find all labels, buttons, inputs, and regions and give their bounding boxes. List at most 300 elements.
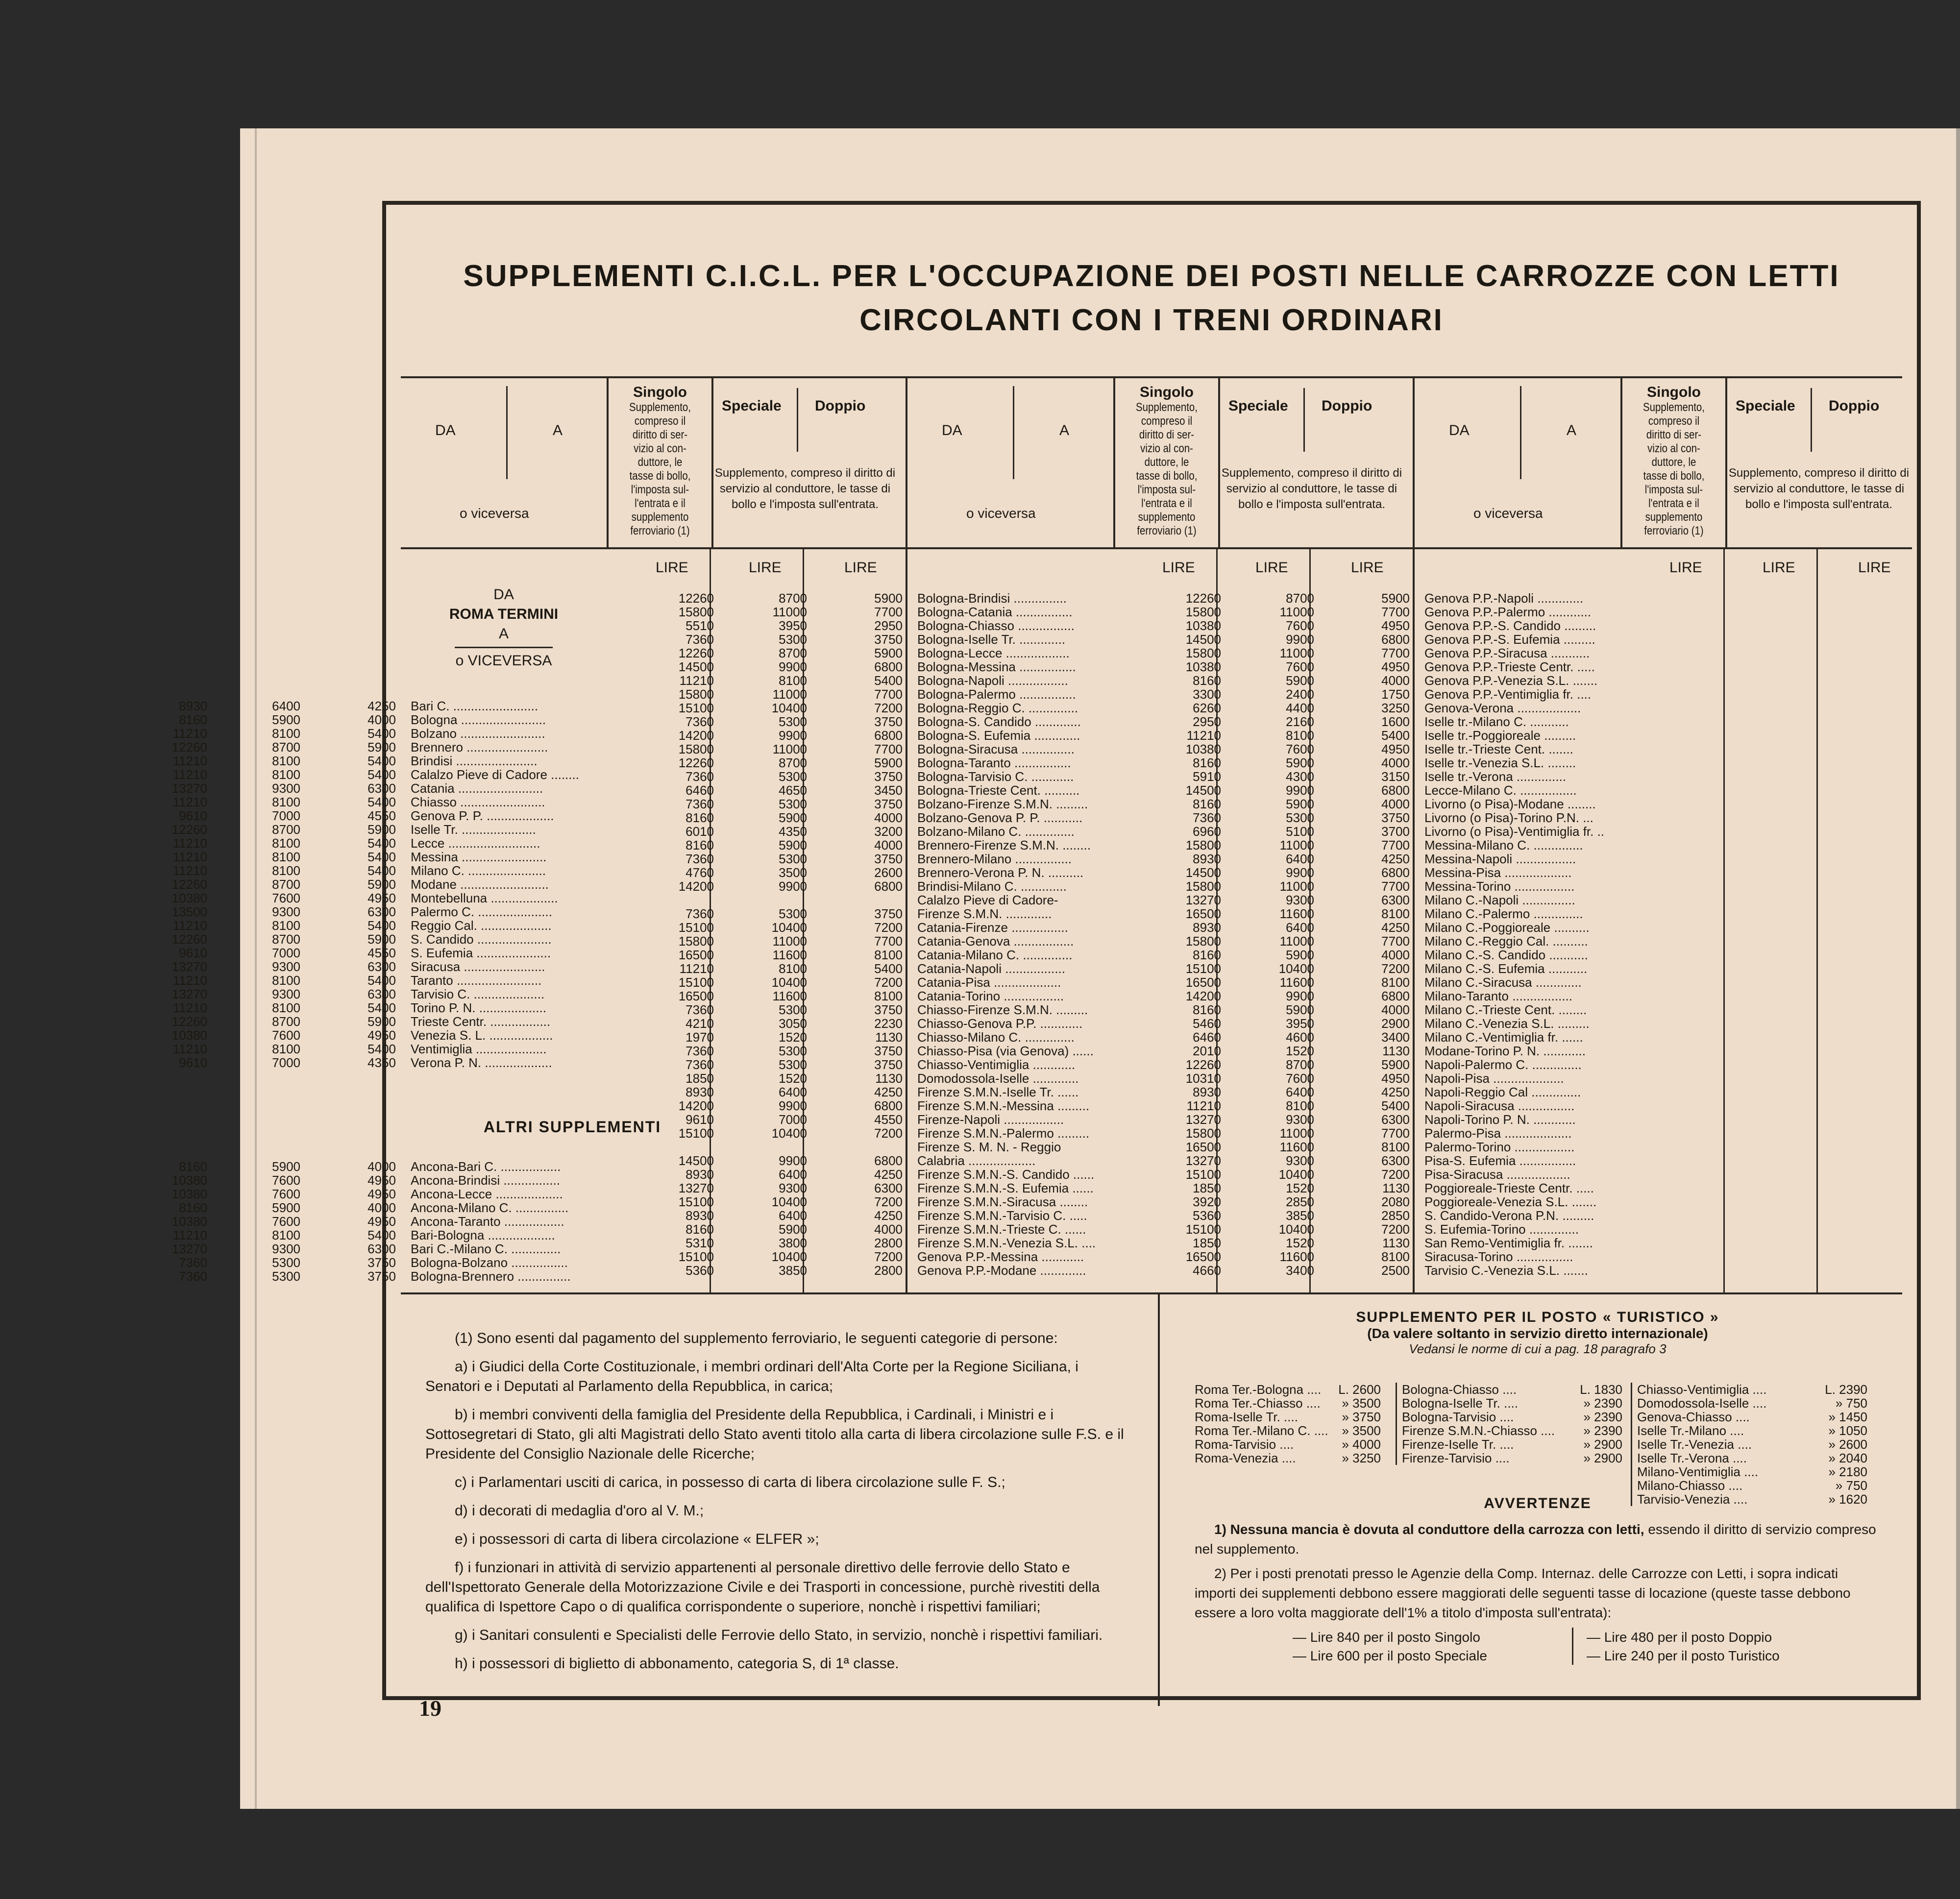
price-singolo: 7360 bbox=[1193, 810, 1221, 825]
price-doppio: 4950 bbox=[1381, 659, 1410, 674]
route-name: Tarvisio C. .................... bbox=[411, 987, 545, 1001]
price-singolo: 15100 bbox=[1185, 1167, 1221, 1182]
turistico-subtitle: (Da valere soltanto in servizio diretto internazionale) bbox=[1367, 1326, 1708, 1341]
price-doppio: 5400 bbox=[874, 673, 903, 688]
price-speciale: 1520 bbox=[779, 1030, 807, 1045]
route-name: Catania-Napoli ................. bbox=[917, 961, 1066, 976]
column-header bbox=[401, 378, 906, 549]
tasse-list bbox=[1195, 1628, 1881, 1667]
price-singolo: 7360 bbox=[179, 1255, 207, 1270]
route-name: Genova P.P.-Trieste Centr. ..... bbox=[1424, 659, 1595, 674]
turistico-title: SUPPLEMENTO PER IL POSTO « TURISTICO » bbox=[1356, 1309, 1719, 1325]
route-name: Iselle Tr. ..................... bbox=[411, 822, 536, 837]
price-doppio: 8100 bbox=[874, 948, 903, 962]
route-name: Bolzano ........................ bbox=[411, 726, 545, 741]
price-singolo: 13270 bbox=[678, 1181, 714, 1195]
price-doppio: 4250 bbox=[874, 1167, 903, 1182]
turistico-row bbox=[1637, 1479, 1867, 1492]
price-speciale: 5900 bbox=[272, 1200, 300, 1215]
route-name: Messina-Pisa ................... bbox=[1424, 865, 1572, 880]
price-doppio: 4250 bbox=[368, 699, 396, 713]
price-singolo: 2010 bbox=[1193, 1044, 1221, 1058]
turistico-route: Milano-Ventimiglia .... bbox=[1637, 1464, 1759, 1479]
price-singolo: 1850 bbox=[1193, 1236, 1221, 1250]
price-singolo: 14200 bbox=[1185, 989, 1221, 1003]
price-speciale: 5900 bbox=[1286, 797, 1314, 811]
tassa-doppio: — Lire 480 per il posto Doppio bbox=[1587, 1630, 1772, 1645]
route-name: Genova P.P.-Ventimiglia fr. .... bbox=[1424, 687, 1592, 702]
route-name: Calalzo Pieve di Cadore- bbox=[917, 893, 1058, 907]
header-singolo-label: Singolo bbox=[1647, 384, 1701, 400]
price-singolo: 10380 bbox=[172, 1214, 207, 1229]
route-name: Bologna-Napoli ................. bbox=[917, 673, 1068, 688]
price-doppio: 2800 bbox=[874, 1236, 903, 1250]
route-name: Bologna-Bolzano ................ bbox=[411, 1255, 568, 1270]
price-singolo: 13270 bbox=[1185, 893, 1221, 907]
turistico-row bbox=[1637, 1383, 1867, 1396]
route-name: Modane ......................... bbox=[411, 877, 549, 892]
price-doppio: 5400 bbox=[368, 1042, 396, 1056]
turistico-row bbox=[1195, 1424, 1381, 1437]
price-speciale: 5300 bbox=[272, 1269, 300, 1284]
price-singolo: 6960 bbox=[1193, 824, 1221, 839]
price-speciale: 9300 bbox=[272, 1242, 300, 1256]
price-speciale: 8100 bbox=[272, 850, 300, 864]
price-singolo: 7360 bbox=[686, 852, 714, 866]
price-doppio: 5900 bbox=[368, 740, 396, 755]
price-doppio: 5900 bbox=[368, 822, 396, 837]
turistico-row bbox=[1402, 1383, 1622, 1396]
price-singolo: 8930 bbox=[686, 1085, 714, 1099]
header-singolo-note: l'entrata e il bbox=[1648, 497, 1699, 510]
price-doppio: 3750 bbox=[874, 714, 903, 729]
price-speciale: 7600 bbox=[1286, 659, 1314, 674]
price-singolo: 7360 bbox=[686, 797, 714, 811]
price-doppio: 5400 bbox=[368, 767, 396, 782]
route-name: Bolzano-Milano C. .............. bbox=[917, 824, 1075, 839]
price-speciale: 10400 bbox=[771, 1249, 807, 1264]
route-name: S. Eufemia ..................... bbox=[411, 946, 551, 960]
header-singolo-note: l'imposta sul- bbox=[1644, 483, 1703, 496]
price-singolo: 10380 bbox=[172, 1028, 207, 1043]
price-singolo: 1850 bbox=[1193, 1181, 1221, 1195]
route-name: Chiasso-Pisa (via Genova) ...... bbox=[917, 1044, 1094, 1058]
lire-label: LIRE bbox=[749, 560, 782, 576]
price-speciale: 10400 bbox=[771, 920, 807, 935]
route-name: Firenze S.M.N. ............. bbox=[917, 906, 1052, 921]
tariff-grid bbox=[172, 376, 1910, 1294]
price-speciale: 5900 bbox=[779, 1222, 807, 1237]
price-singolo: 16500 bbox=[678, 948, 714, 962]
header-singolo-label: Singolo bbox=[633, 384, 687, 400]
price-singolo: 11210 bbox=[172, 973, 207, 988]
route-name: Siracusa-Torino ................ bbox=[1424, 1249, 1573, 1264]
price-doppio: 3750 bbox=[1381, 810, 1410, 825]
header-da: DA bbox=[435, 422, 456, 438]
price-doppio: 4000 bbox=[1381, 755, 1410, 770]
price-speciale: 8100 bbox=[779, 673, 807, 688]
price-doppio: 6800 bbox=[874, 1153, 903, 1168]
route-name: Bologna-S. Eufemia ............. bbox=[917, 728, 1080, 743]
price-singolo: 7360 bbox=[686, 1044, 714, 1058]
price-speciale: 3400 bbox=[1286, 1263, 1314, 1278]
turistico-route: Tarvisio-Venezia .... bbox=[1637, 1492, 1748, 1507]
price-singolo: 13270 bbox=[1185, 1112, 1221, 1127]
price-speciale: 2160 bbox=[1286, 714, 1314, 729]
turistico-price: L. 1830 bbox=[1580, 1382, 1622, 1397]
column-roma bbox=[172, 378, 906, 1294]
price-doppio: 6300 bbox=[874, 1181, 903, 1195]
price-doppio: 4250 bbox=[1381, 1085, 1410, 1099]
price-singolo: 15100 bbox=[1185, 961, 1221, 976]
sub-viceversa: o VICEVERSA bbox=[455, 653, 552, 669]
price-speciale: 10400 bbox=[771, 1126, 807, 1141]
route-name: Chiasso-Ventimiglia ............ bbox=[917, 1057, 1076, 1072]
note-8: h) i possessori di biglietto di abbonamento, categoria S, di 1ª classe. bbox=[455, 1656, 899, 1672]
turistico-price: » 3500 bbox=[1342, 1423, 1381, 1438]
price-singolo: 14500 bbox=[1185, 783, 1221, 798]
price-singolo: 11210 bbox=[172, 918, 207, 933]
price-doppio: 1130 bbox=[1382, 1181, 1410, 1195]
price-doppio: 3700 bbox=[1381, 824, 1410, 839]
price-singolo: 15800 bbox=[1185, 646, 1221, 660]
price-speciale: 10400 bbox=[771, 975, 807, 990]
price-doppio: 6800 bbox=[874, 728, 903, 743]
route-name: Messina-Milano C. .............. bbox=[1424, 838, 1583, 852]
price-singolo: 15100 bbox=[678, 1249, 714, 1264]
route-name: Milano C.-Reggio Cal. .......... bbox=[1424, 934, 1588, 949]
avvertenze-title: AVVERTENZE bbox=[1484, 1495, 1592, 1511]
price-doppio: 3750 bbox=[874, 797, 903, 811]
avvertenza-1-bold: 1) Nessuna mancia è dovuta al conduttore della carrozza con letti, bbox=[1214, 1522, 1644, 1537]
route-name: Catania-Pisa ................... bbox=[917, 975, 1061, 990]
turistico-price: » 2900 bbox=[1583, 1437, 1622, 1452]
header-a: A bbox=[553, 422, 563, 438]
price-doppio: 7200 bbox=[874, 701, 903, 715]
price-singolo: 11210 bbox=[172, 754, 207, 768]
header-a: A bbox=[1567, 422, 1577, 438]
price-speciale: 1520 bbox=[1286, 1236, 1314, 1250]
price-singolo: 8160 bbox=[1193, 755, 1221, 770]
turistico-route: Firenze S.M.N.-Chiasso .... bbox=[1402, 1423, 1555, 1438]
route-name: Firenze S. M. N. - Reggio bbox=[917, 1140, 1061, 1154]
price-speciale: 5300 bbox=[779, 632, 807, 647]
route-name: Bologna-Brennero ............... bbox=[411, 1269, 571, 1284]
route-name: Bologna-Catania ................ bbox=[917, 605, 1073, 619]
price-doppio: 3750 bbox=[368, 1255, 396, 1270]
header-singolo bbox=[1113, 378, 1220, 547]
lire-label: LIRE bbox=[1162, 560, 1195, 576]
header-doppio: Doppio bbox=[1322, 398, 1372, 414]
price-doppio: 4950 bbox=[368, 1187, 396, 1201]
route-name: Bologna ........................ bbox=[411, 712, 546, 727]
route-name: Brindisi ....................... bbox=[411, 754, 538, 768]
price-singolo: 13270 bbox=[172, 987, 207, 1001]
price-speciale: 1520 bbox=[1286, 1044, 1314, 1058]
price-singolo: 12260 bbox=[172, 877, 207, 892]
price-doppio: 5900 bbox=[874, 755, 903, 770]
price-singolo: 4760 bbox=[686, 865, 714, 880]
price-speciale: 9900 bbox=[779, 659, 807, 674]
header-singolo-note: diritto di ser- bbox=[1646, 428, 1702, 441]
header-singolo-note: ferroviario (1) bbox=[1137, 524, 1197, 537]
price-singolo: 5310 bbox=[686, 1236, 714, 1250]
price-speciale: 11000 bbox=[1279, 934, 1314, 949]
note-5: e) i possessori di carta di libera circolazione « ELFER »; bbox=[455, 1531, 819, 1547]
turistico-price: » 750 bbox=[1835, 1478, 1867, 1493]
price-singolo: 14500 bbox=[1185, 632, 1221, 647]
price-singolo: 15100 bbox=[678, 1194, 714, 1209]
price-speciale: 7600 bbox=[1286, 618, 1314, 633]
price-singolo: 4660 bbox=[1193, 1263, 1221, 1278]
route-name: Taranto ........................ bbox=[411, 973, 542, 988]
price-doppio: 4000 bbox=[1381, 948, 1410, 962]
price-singolo: 14500 bbox=[678, 659, 714, 674]
price-singolo: 13270 bbox=[172, 781, 207, 796]
header-singolo-note: ferroviario (1) bbox=[1644, 524, 1704, 537]
price-doppio: 2500 bbox=[1381, 1263, 1410, 1278]
route-name: Bologna-Siracusa ............... bbox=[917, 742, 1075, 756]
turistico-row bbox=[1195, 1410, 1381, 1424]
price-speciale: 8100 bbox=[272, 973, 300, 988]
value-column-rule bbox=[1723, 547, 1725, 1294]
price-singolo: 1850 bbox=[686, 1071, 714, 1086]
route-name: Napoli-Pisa .................... bbox=[1424, 1071, 1564, 1086]
route-name: Catania-Milano C. .............. bbox=[917, 948, 1073, 962]
price-speciale: 9300 bbox=[272, 959, 300, 974]
price-doppio: 1130 bbox=[1382, 1044, 1410, 1058]
price-singolo: 16500 bbox=[1185, 975, 1221, 990]
header-singolo-note: l'entrata e il bbox=[635, 497, 686, 510]
route-name: Verona P. N. ................... bbox=[411, 1055, 552, 1070]
price-speciale: 10400 bbox=[1278, 1167, 1314, 1182]
price-speciale: 1520 bbox=[1286, 1181, 1314, 1195]
route-name: Modane-Torino P. N. ............ bbox=[1424, 1044, 1586, 1058]
header-singolo-note: ferroviario (1) bbox=[630, 524, 690, 537]
price-singolo: 12260 bbox=[1185, 1057, 1221, 1072]
price-speciale: 7600 bbox=[1286, 1071, 1314, 1086]
route-name: Milano C. ...................... bbox=[411, 863, 546, 878]
footer-section bbox=[401, 1292, 1902, 1706]
price-singolo: 14200 bbox=[678, 879, 714, 894]
price-speciale: 3850 bbox=[1286, 1208, 1314, 1223]
price-speciale: 9300 bbox=[272, 904, 300, 919]
price-doppio: 6300 bbox=[1381, 1153, 1410, 1168]
header-singolo-note: duttore, le bbox=[1651, 456, 1696, 469]
price-speciale: 7000 bbox=[272, 946, 300, 960]
price-speciale: 11600 bbox=[772, 989, 807, 1003]
header-da: DA bbox=[942, 422, 962, 438]
price-doppio: 7700 bbox=[874, 605, 903, 619]
header-da-a-divider bbox=[1520, 386, 1521, 479]
header-singolo bbox=[1620, 378, 1727, 547]
price-speciale: 7600 bbox=[272, 891, 300, 905]
price-speciale: 8100 bbox=[779, 961, 807, 976]
turistico-route: Domodossola-Iselle .... bbox=[1637, 1396, 1767, 1411]
route-name: Genova-Verona .................. bbox=[1424, 701, 1581, 715]
turistico-row bbox=[1195, 1451, 1381, 1465]
price-singolo: 8930 bbox=[686, 1167, 714, 1182]
price-singolo: 8930 bbox=[179, 699, 207, 713]
price-singolo: 10380 bbox=[1185, 618, 1221, 633]
price-speciale: 8100 bbox=[272, 918, 300, 933]
price-singolo: 8160 bbox=[179, 1200, 207, 1215]
price-doppio: 7700 bbox=[1381, 838, 1410, 852]
header-da-a-divider bbox=[506, 386, 508, 479]
route-name: Firenze S.M.N.-Palermo ......... bbox=[917, 1126, 1090, 1141]
price-doppio: 3750 bbox=[874, 906, 903, 921]
price-speciale: 11600 bbox=[1279, 906, 1314, 921]
price-singolo: 12260 bbox=[678, 755, 714, 770]
route-name: Ancona-Lecce ................... bbox=[411, 1187, 563, 1201]
price-speciale: 6400 bbox=[1286, 852, 1314, 866]
route-name: Bolzano-Firenze S.M.N. ......... bbox=[917, 797, 1088, 811]
price-speciale: 2400 bbox=[1286, 687, 1314, 702]
price-doppio: 7700 bbox=[1381, 934, 1410, 949]
route-name: Domodossola-Iselle ............. bbox=[917, 1071, 1079, 1086]
route-name: Lecce-Milano C. ................ bbox=[1424, 783, 1577, 798]
price-speciale: 6400 bbox=[779, 1167, 807, 1182]
sub-station: ROMA TERMINI bbox=[449, 606, 559, 622]
price-doppio: 4950 bbox=[1381, 618, 1410, 633]
turistico-route: Genova-Chiasso .... bbox=[1637, 1410, 1750, 1424]
price-doppio: 2850 bbox=[1381, 1208, 1410, 1223]
price-singolo: 1970 bbox=[686, 1030, 714, 1045]
price-speciale: 3500 bbox=[779, 865, 807, 880]
turistico-price: » 1050 bbox=[1828, 1423, 1867, 1438]
price-speciale: 9900 bbox=[1286, 865, 1314, 880]
price-doppio: 7200 bbox=[1381, 1167, 1410, 1182]
turistico-row bbox=[1637, 1410, 1867, 1424]
route-name: Poggioreale-Venezia S.L. ....... bbox=[1424, 1194, 1597, 1209]
route-name: Pisa-S. Eufemia ................ bbox=[1424, 1153, 1576, 1168]
price-doppio: 8100 bbox=[1381, 1140, 1410, 1154]
turistico-route: Firenze-Iselle Tr. .... bbox=[1402, 1437, 1514, 1452]
route-name: Milano C.-S. Candido ........... bbox=[1424, 948, 1588, 962]
price-singolo: 8160 bbox=[1193, 1002, 1221, 1017]
route-name: Firenze S.M.N.-Trieste C. ...... bbox=[917, 1222, 1086, 1237]
price-doppio: 7700 bbox=[1381, 605, 1410, 619]
turistico-price: » 3250 bbox=[1342, 1451, 1381, 1465]
price-singolo: 10380 bbox=[172, 1187, 207, 1201]
price-singolo: 11210 bbox=[679, 961, 714, 976]
price-doppio: 5400 bbox=[368, 863, 396, 878]
price-singolo: 14200 bbox=[678, 1098, 714, 1113]
sub-a: A bbox=[498, 626, 509, 642]
header-singolo-note: l'imposta sul- bbox=[631, 483, 689, 496]
turistico-route: Iselle Tr.-Milano .... bbox=[1637, 1423, 1744, 1438]
price-singolo: 11210 bbox=[172, 836, 207, 851]
price-speciale: 3950 bbox=[779, 618, 807, 633]
header-singolo-label: Singolo bbox=[1140, 384, 1194, 400]
price-singolo: 9610 bbox=[686, 1112, 714, 1127]
price-singolo: 16500 bbox=[1185, 1140, 1221, 1154]
price-speciale: 11000 bbox=[1279, 605, 1314, 619]
price-speciale: 9300 bbox=[1286, 1153, 1314, 1168]
price-doppio: 5900 bbox=[1381, 591, 1410, 606]
route-name: Ventimiglia .................... bbox=[411, 1042, 547, 1056]
price-doppio: 5400 bbox=[368, 726, 396, 741]
price-speciale: 5900 bbox=[272, 1159, 300, 1174]
route-name: Iselle tr.-Poggioreale ......... bbox=[1424, 728, 1576, 743]
header-singolo-note: tasse di bollo, bbox=[1643, 469, 1705, 483]
price-speciale: 9900 bbox=[1286, 989, 1314, 1003]
price-doppio: 2600 bbox=[874, 865, 903, 880]
route-name: Messina ........................ bbox=[411, 850, 547, 864]
turistico-row bbox=[1637, 1451, 1867, 1465]
price-singolo: 5460 bbox=[1193, 1016, 1221, 1031]
price-doppio: 6800 bbox=[874, 659, 903, 674]
route-name: Milano C.-Trieste Cent. ........ bbox=[1424, 1002, 1587, 1017]
price-doppio: 3750 bbox=[874, 1044, 903, 1058]
price-doppio: 3750 bbox=[874, 852, 903, 866]
price-speciale: 3850 bbox=[779, 1263, 807, 1278]
turistico-col-b bbox=[1396, 1383, 1622, 1465]
price-doppio: 7200 bbox=[874, 975, 903, 990]
route-name: Palermo-Pisa ................... bbox=[1424, 1126, 1572, 1141]
turistico-col-a bbox=[1195, 1383, 1381, 1465]
header-sd-note: Supplemento, compreso il diritto di servizio al conduttore, le tasse di bollo e l'imposta sull'entrata. bbox=[714, 466, 896, 511]
route-name: Messina-Torino ................. bbox=[1424, 879, 1575, 894]
turistico-row bbox=[1195, 1396, 1381, 1410]
price-speciale: 11000 bbox=[1279, 646, 1314, 660]
page-subtitle: CIRCOLANTI CON I TRENI ORDINARI bbox=[859, 303, 1444, 337]
price-singolo: 11210 bbox=[172, 1042, 207, 1056]
price-speciale: 6400 bbox=[272, 699, 300, 713]
price-singolo: 5910 bbox=[1193, 769, 1221, 784]
turistico-row bbox=[1637, 1424, 1867, 1437]
price-doppio: 6300 bbox=[368, 904, 396, 919]
header-singolo-note: compreso il bbox=[1648, 414, 1700, 428]
header-singolo bbox=[607, 378, 713, 547]
turistico-route: Roma Ter.-Milano C. .... bbox=[1195, 1423, 1328, 1438]
header-singolo-note: Supplemento, bbox=[1643, 401, 1705, 414]
price-singolo: 15100 bbox=[678, 975, 714, 990]
price-speciale: 9900 bbox=[779, 879, 807, 894]
price-speciale: 5900 bbox=[1286, 1002, 1314, 1017]
route-name: Torino P. N. ................... bbox=[411, 1000, 546, 1015]
note-3: c) i Parlamentari usciti di carica, in possesso di carta di libera circolazione sulle F. S.; bbox=[455, 1474, 1005, 1490]
price-speciale: 5300 bbox=[779, 906, 807, 921]
route-name: Siracusa ....................... bbox=[411, 959, 545, 974]
price-doppio: 5400 bbox=[368, 836, 396, 851]
price-speciale: 3050 bbox=[779, 1016, 807, 1031]
header-singolo-note: l'entrata e il bbox=[1141, 497, 1192, 510]
tassa-singolo: — Lire 840 per il posto Singolo bbox=[1293, 1630, 1480, 1645]
route-name: Iselle tr.-Trieste Cent. ....... bbox=[1424, 742, 1573, 756]
route-name: Chiasso-Firenze S.M.N. ......... bbox=[917, 1002, 1088, 1017]
price-speciale: 8700 bbox=[1286, 1057, 1314, 1072]
route-name: Bologna-S. Candido ............. bbox=[917, 714, 1081, 729]
price-singolo: 12260 bbox=[172, 822, 207, 837]
turistico-route: Bologna-Chiasso .... bbox=[1402, 1382, 1517, 1397]
document-page bbox=[172, 128, 1960, 1809]
header-sd-note: Supplemento, compreso il diritto di servizio al conduttore, le tasse di bollo e l'imposta sull'entrata. bbox=[1728, 466, 1910, 511]
route-name: Milano-Taranto ................. bbox=[1424, 989, 1572, 1003]
price-doppio: 2230 bbox=[874, 1016, 903, 1031]
route-name: Bari-Bologna ................... bbox=[411, 1228, 555, 1242]
turistico-row bbox=[1402, 1437, 1622, 1451]
price-doppio: 7200 bbox=[1381, 1222, 1410, 1237]
price-speciale: 4350 bbox=[779, 824, 807, 839]
price-singolo: 11210 bbox=[679, 673, 714, 688]
turistico-price: » 4000 bbox=[1342, 1437, 1381, 1452]
price-doppio: 7200 bbox=[874, 1126, 903, 1141]
avvertenza-1-rest: essendo il diritto di servizio compreso nel supplemento. bbox=[1195, 1522, 1876, 1557]
note-7: g) i Sanitari consulenti e Specialisti delle Ferrovie dello Stato, in servizio, nonchè i rispettivi familiari. bbox=[455, 1627, 1103, 1643]
price-singolo: 12260 bbox=[172, 740, 207, 755]
price-singolo: 15800 bbox=[1185, 838, 1221, 852]
